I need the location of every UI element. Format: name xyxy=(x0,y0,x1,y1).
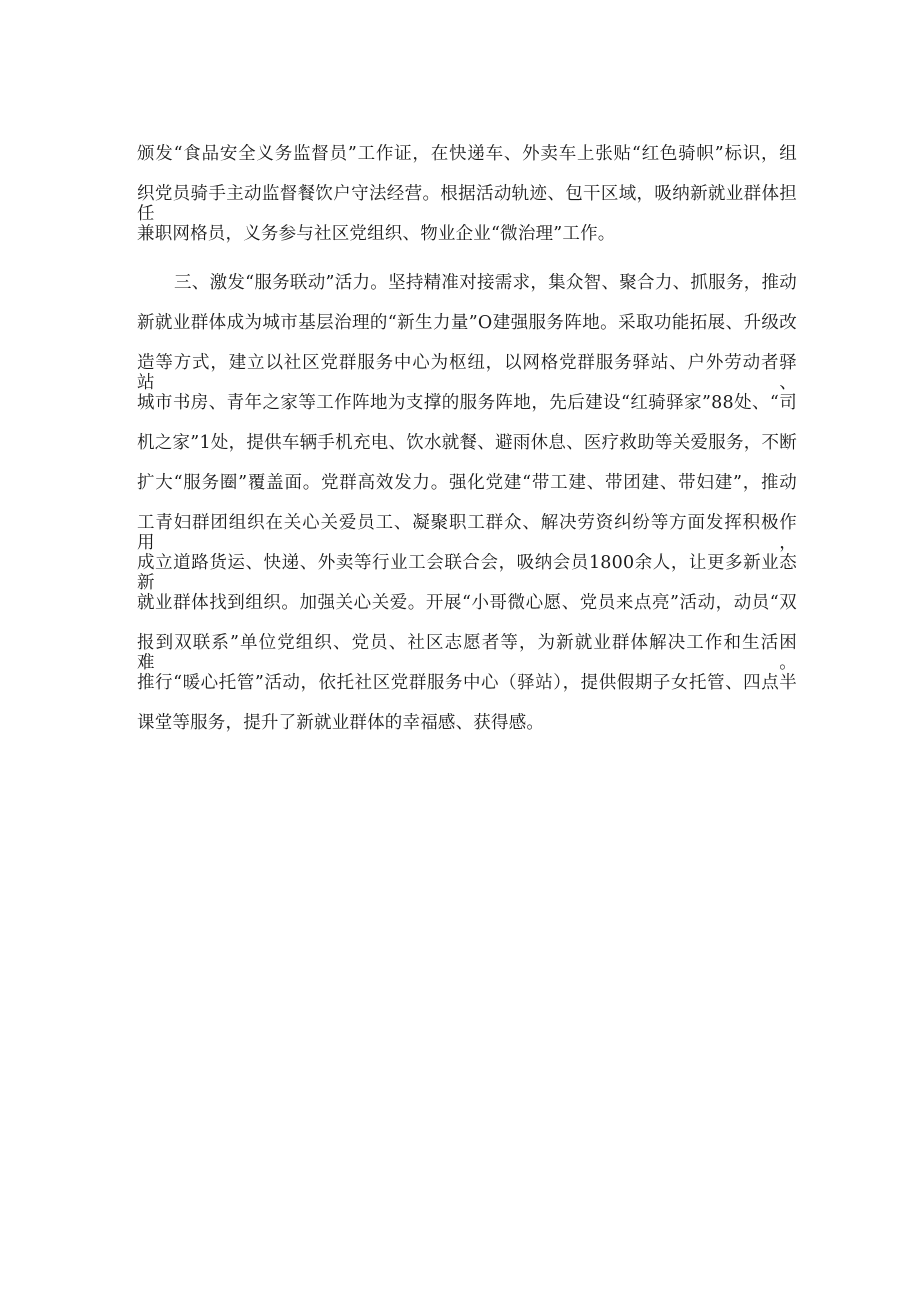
text-line: 新就业群体成为城市基层治理的“新生力量”O建强服务阵地。采取功能拓展、升级改 xyxy=(137,313,797,333)
text-line: 报到双联系”单位党组织、党员、社区志愿者等，为新就业群体解决工作和生活困难。 xyxy=(137,633,797,673)
text-line: 工青妇群团组织在关心关爱员工、凝聚职工群众、解决劳资纠纷等方面发挥积极作用， xyxy=(137,513,797,553)
text-line: 机之家”1处，提供车辆手机充电、饮水就餐、避雨休息、医疗救助等关爱服务，不断 xyxy=(137,433,797,453)
text-line: 城市书房、青年之家等工作阵地为支撑的服务阵地，先后建设“红骑驿家”88处、“司 xyxy=(137,393,797,413)
text-line: 颁发“食品安全义务监督员”工作证，在快递车、外卖车上张贴“红色骑帜”标识，组 xyxy=(137,144,797,164)
text-line: 推行“暖心托管”活动，依托社区党群服务中心（驿站），提供假期子女托管、四点半 xyxy=(137,673,797,693)
text-line: 成立道路货运、快递、外卖等行业工会联合会，吸纳会员1800余人，让更多新业态新 xyxy=(137,553,797,593)
text-line: 就业群体找到组织。加强关心关爱。开展“小哥微心愿、党员来点亮”活动，动员“双 xyxy=(137,593,797,613)
text-line: 织党员骑手主动监督餐饮户守法经营。根据活动轨迹、包干区域，吸纳新就业群体担任 xyxy=(137,184,797,224)
text-line: 造等方式，建立以社区党群服务中心为枢纽，以网格党群服务驿站、户外劳动者驿站、 xyxy=(137,353,797,393)
text-line: 扩大“服务圈”覆盖面。党群高效发力。强化党建“带工建、带团建、带妇建”，推动 xyxy=(137,473,797,493)
text-line: 兼职网格员，义务参与社区党组织、物业企业“微治理”工作。 xyxy=(137,224,616,244)
text-line: 课堂等服务，提升了新就业群体的幸福感、获得感。 xyxy=(137,713,545,733)
paragraph-first-line: 三、激发“服务联动”活力。坚持精准对接需求，集众智、聚合力、抓服务，推动 xyxy=(174,273,797,293)
